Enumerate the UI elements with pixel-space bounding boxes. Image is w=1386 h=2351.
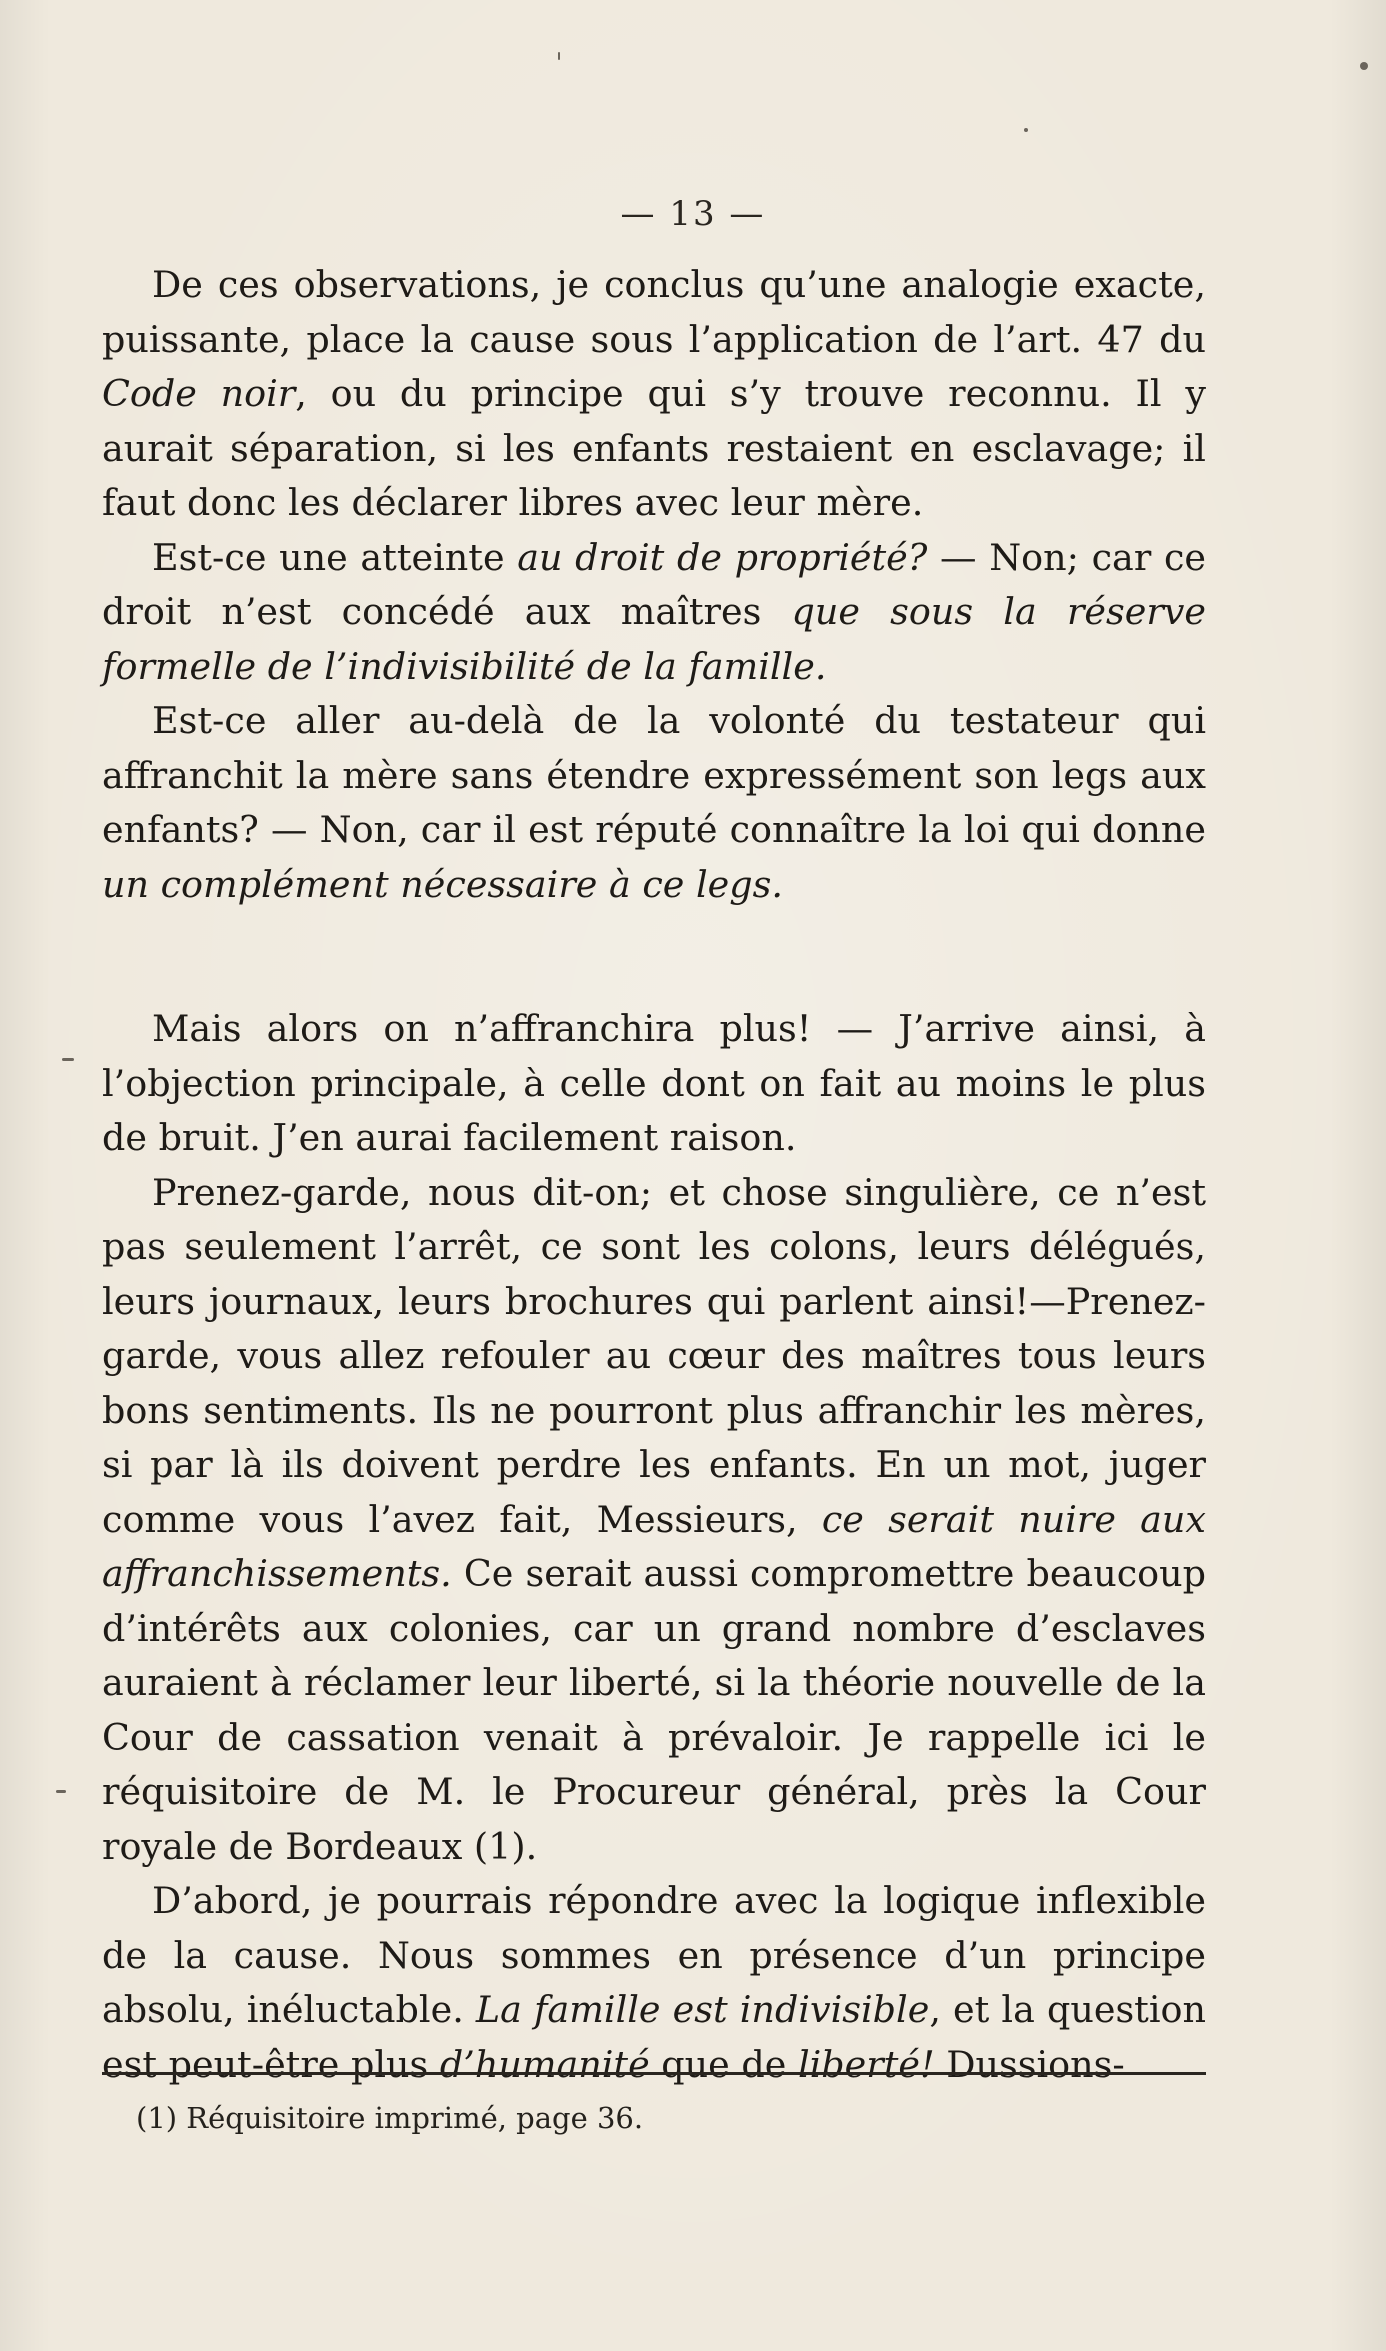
footnote-divider — [102, 2072, 1206, 2075]
italic-text-run: un complément nécessaire à ce legs. — [102, 862, 783, 906]
paragraph: Mais alors on n’affranchira plus! — J’arrive ainsi, à l’objection principale, à celle dont on fait au moins le plus de bruit. J’en aurai facilement raison. — [102, 1007, 1206, 1159]
text-run: Est-ce une atteinte — [152, 535, 518, 579]
paragraph — [102, 531, 1206, 695]
italic-text-run: d’humanité — [439, 2042, 650, 2086]
paragraph — [102, 1166, 1206, 1875]
italic-text-run: liberté! — [797, 2042, 935, 2086]
paragraph — [102, 258, 1206, 531]
text-run: , et la question est peut-être plus — [102, 1988, 1206, 2086]
italic-text-run: La famille est indivisible — [475, 1988, 930, 2031]
text-run: De ces observations, je conclus qu’une analogie exacte, puissante, place la cause sous l’application de l’art. 47 du — [102, 263, 1206, 361]
page-number: — 13 — — [620, 194, 766, 234]
paper-speck — [1024, 128, 1028, 132]
text-run: que de — [649, 2042, 798, 2086]
paragraph — [102, 694, 1206, 912]
footnote: (1) Réquisitoire imprimé, page 36. — [136, 2101, 644, 2135]
paper-speck — [1360, 62, 1368, 70]
text-run: Dussions- — [934, 2042, 1125, 2086]
paragraph — [102, 1874, 1206, 2092]
text-run: Ce serait aussi compromettre beaucoup d’intérêts aux colonies, car un grand nombre d’esclaves auraient à réclamer leur liberté, si la théorie nouvelle de la Cour de cassation venait à prévaloir. Je rappelle ici le réquisitoire de M. le Procureur général, près la Cour royale de Bordeaux (1). — [102, 1552, 1206, 1868]
italic-text-run: que sous la réserve formelle de l’indivisibilité de la famille. — [102, 590, 1206, 688]
text-section-2 — [102, 1002, 1206, 2092]
paper-speck — [558, 52, 560, 60]
text-run: D’abord, je pourrais répondre avec la logique inflexible de la cause. Nous sommes en présence d’un principe absolu, inéluctable. — [102, 1879, 1206, 2031]
text-run: — Non; car ce droit n’est concédé aux maîtres — [102, 535, 1206, 633]
italic-text-run: ce serait nuire aux affranchissements. — [102, 1497, 1206, 1595]
text-run: Prenez-garde, nous dit-on; et chose singulière, ce n’est pas seulement l’arrêt, ce sont les colons, leurs délégués, leurs journaux, leurs brochures qui parlent ainsi!—Prenez-garde, vous allez refouler au cœur des maîtres tous leurs bons sentiments. Ils ne pourront plus affranchir les mères, si par là ils doivent perdre les enfants. En un mot, juger comme vous l’avez fait, Messieurs, — [102, 1170, 1206, 1541]
paper-speck — [56, 1790, 66, 1793]
italic-text-run: au droit de propriété? — [517, 535, 928, 579]
paper-speck — [62, 1058, 74, 1061]
text-run: , ou du principe qui s’y trouve reconnu. Il y aurait séparation, si les enfants restaient en esclavage; il faut donc les déclarer libres avec leur mère. — [102, 372, 1207, 524]
text-section-1 — [102, 258, 1206, 912]
italic-text-run: Code noir — [102, 372, 296, 415]
text-run: Est-ce aller au-delà de la volonté du testateur qui affranchit la mère sans étendre expressément son legs aux enfants? — Non, car il est réputé connaître la loi qui donne — [102, 699, 1206, 851]
